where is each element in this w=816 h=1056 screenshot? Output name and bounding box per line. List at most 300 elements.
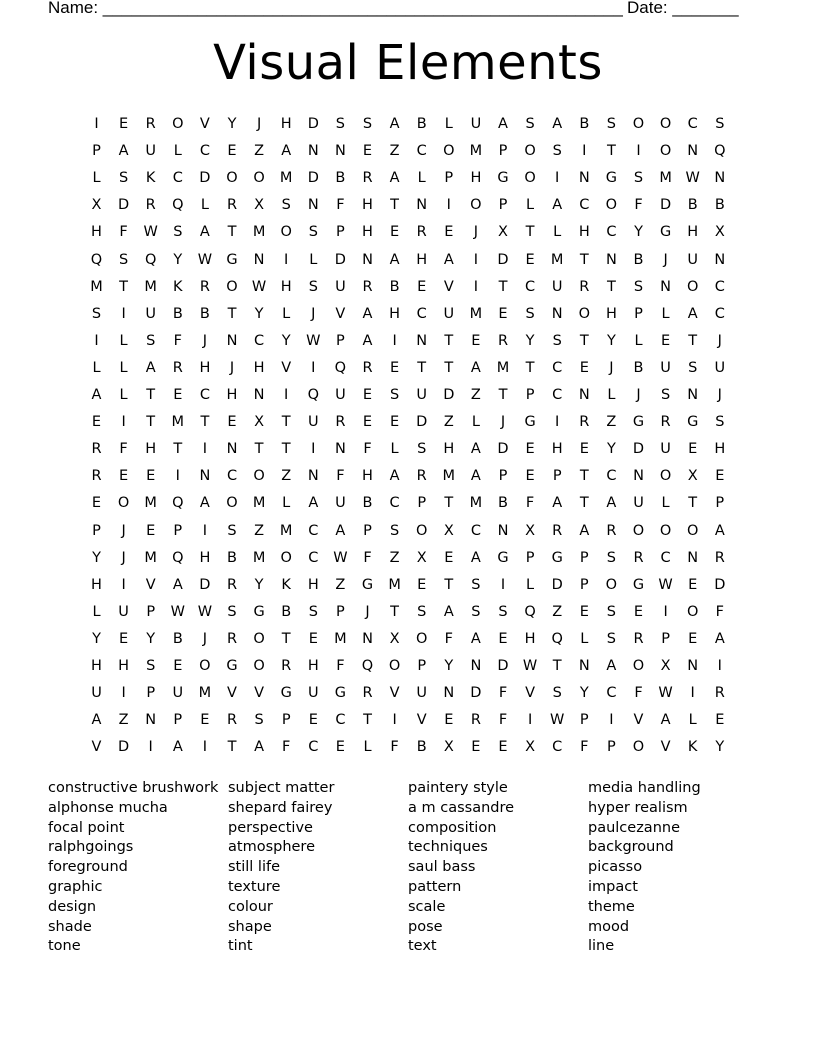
grid-letter: R: [552, 522, 563, 539]
grid-letter: U: [660, 441, 671, 458]
grid-letter: Y: [634, 224, 643, 241]
grid-letter: M: [171, 414, 185, 431]
grid-letter: J: [663, 251, 668, 268]
word-list-item: pattern: [408, 878, 462, 895]
grid-letter: X: [443, 739, 454, 756]
grid-letter: J: [365, 603, 370, 620]
date-field-label: Date: _______: [627, 0, 739, 17]
grid-letter: C: [335, 712, 346, 729]
grid-letter: S: [552, 685, 562, 702]
grid-letter: E: [91, 414, 102, 431]
grid-letter: T: [552, 658, 562, 674]
grid-letter: I: [392, 712, 397, 729]
grid-letter: V: [335, 305, 346, 322]
grid-letter: I: [311, 359, 316, 376]
grid-letter: T: [579, 468, 589, 485]
word-list-item: background: [588, 839, 674, 856]
grid-letter: O: [632, 658, 645, 674]
grid-letter: O: [280, 224, 292, 241]
grid-letter: Y: [146, 630, 156, 647]
word-list-item: foreground: [48, 859, 128, 876]
grid-letter: J: [473, 224, 479, 241]
grid-letter: U: [416, 685, 427, 702]
grid-letter: A: [281, 143, 292, 160]
grid-letter: Q: [551, 630, 563, 647]
grid-letter: O: [659, 116, 672, 132]
grid-letter: Z: [606, 414, 617, 431]
grid-letter: X: [525, 522, 536, 539]
grid-letter: B: [579, 116, 590, 132]
grid-letter: U: [172, 685, 184, 702]
grid-letter: E: [525, 441, 535, 458]
grid-letter: D: [118, 739, 130, 756]
grid-letter: O: [199, 658, 211, 674]
grid-letter: L: [526, 576, 535, 593]
grid-letter: Q: [524, 603, 536, 620]
grid-letter: T: [444, 359, 454, 376]
grid-letter: E: [417, 278, 427, 295]
grid-letter: O: [659, 143, 672, 160]
grid-letter: A: [308, 495, 319, 512]
grid-letter: E: [200, 712, 210, 729]
grid-letter: R: [362, 278, 373, 295]
grid-letter: O: [659, 468, 672, 485]
grid-letter: E: [146, 522, 156, 539]
grid-letter: F: [498, 712, 508, 729]
grid-letter: B: [335, 170, 346, 187]
grid-letter: O: [443, 143, 455, 160]
grid-letter: S: [633, 278, 644, 295]
grid-letter: Q: [361, 658, 374, 674]
grid-letter: Y: [254, 305, 264, 322]
grid-letter: D: [443, 387, 455, 403]
word-list-item: paintery style: [408, 780, 508, 796]
grid-letter: M: [442, 468, 456, 485]
grid-letter: D: [660, 197, 672, 214]
grid-letter: G: [659, 224, 672, 241]
grid-letter: G: [226, 251, 238, 268]
grid-letter: J: [121, 522, 126, 539]
word-list-column: [48, 779, 228, 957]
grid-letter: Y: [227, 116, 237, 132]
grid-letter: X: [443, 522, 454, 539]
grid-letter: E: [390, 414, 400, 431]
grid-letter: E: [362, 143, 373, 160]
grid-letter: A: [687, 305, 698, 322]
grid-letter: G: [524, 414, 536, 431]
grid-letter: F: [336, 468, 345, 485]
word-list-item: paulcezanne: [588, 819, 680, 836]
grid-letter: S: [417, 603, 427, 620]
grid-letter: H: [226, 387, 238, 403]
grid-letter: L: [309, 251, 318, 268]
grid-letter: I: [121, 576, 126, 593]
grid-letter: A: [552, 495, 563, 512]
grid-letter: L: [92, 603, 101, 620]
grid-letter: G: [226, 658, 238, 674]
grid-letter: S: [308, 224, 318, 241]
grid-letter: N: [551, 305, 563, 322]
grid-letter: R: [226, 630, 238, 647]
grid-letter: R: [281, 658, 292, 674]
grid-letter: S: [525, 116, 535, 132]
grid-letter: C: [606, 468, 617, 485]
grid-letter: I: [555, 170, 560, 187]
grid-letter: B: [633, 359, 644, 376]
grid-letter: B: [633, 251, 644, 268]
grid-letter: P: [146, 603, 156, 620]
grid-letter: I: [663, 603, 668, 620]
grid-letter: H: [91, 224, 102, 241]
grid-letter: C: [416, 305, 427, 322]
grid-letter: O: [226, 495, 238, 512]
grid-letter: E: [308, 712, 318, 729]
grid-letter: O: [253, 658, 265, 674]
grid-letter: S: [633, 170, 644, 187]
grid-letter: O: [226, 170, 238, 187]
word-list-item: picasso: [588, 859, 643, 876]
grid-letter: V: [199, 116, 210, 132]
grid-letter: I: [609, 712, 614, 729]
grid-letter: U: [633, 495, 644, 512]
grid-letter: S: [417, 441, 427, 458]
grid-letter: V: [416, 712, 427, 729]
grid-letter: N: [334, 143, 346, 160]
grid-letter: T: [146, 387, 156, 403]
grid-letter: L: [444, 116, 453, 132]
grid-letter: P: [552, 468, 562, 485]
grid-letter: O: [578, 305, 590, 322]
grid-letter: O: [226, 278, 238, 295]
grid-letter: N: [199, 468, 211, 485]
grid-letter: H: [307, 576, 319, 593]
grid-letter: G: [334, 685, 347, 702]
grid-letter: Y: [92, 549, 101, 566]
grid-letter: L: [688, 712, 697, 729]
grid-letter: T: [281, 630, 291, 647]
grid-letter: T: [606, 143, 616, 160]
grid-letter: I: [690, 685, 695, 702]
grid-letter: H: [118, 658, 130, 674]
grid-letter: Z: [254, 522, 265, 539]
grid-letter: C: [525, 278, 536, 295]
grid-letter: Z: [389, 143, 400, 160]
grid-letter: L: [119, 387, 128, 403]
grid-letter: S: [715, 414, 725, 431]
grid-letter: W: [658, 685, 673, 702]
grid-letter: R: [633, 549, 644, 566]
grid-letter: F: [363, 441, 372, 458]
grid-letter: H: [280, 116, 292, 132]
grid-letter: R: [362, 685, 373, 702]
name-field-label: Name: _______________________________________________________: [48, 0, 623, 17]
grid-letter: X: [687, 468, 698, 485]
word-list-item: media handling: [588, 780, 701, 796]
grid-letter: S: [552, 143, 562, 160]
grid-letter: A: [389, 116, 400, 132]
grid-letter: E: [390, 359, 400, 376]
word-list-item: shade: [48, 918, 92, 935]
grid-letter: O: [172, 116, 184, 132]
grid-letter: N: [416, 197, 428, 214]
grid-letter: T: [417, 359, 427, 376]
grid-letter: T: [444, 332, 454, 349]
grid-letter: C: [552, 387, 563, 403]
grid-letter: E: [146, 468, 156, 485]
grid-letter: O: [605, 197, 618, 214]
grid-letter: F: [173, 332, 182, 349]
grid-letter: H: [470, 170, 482, 187]
grid-letter: T: [390, 197, 400, 214]
grid-letter: M: [198, 685, 212, 702]
grid-letter: C: [199, 143, 210, 160]
grid-letter: W: [550, 712, 565, 729]
grid-letter: B: [714, 197, 725, 214]
grid-letter: U: [551, 278, 563, 295]
word-list-item: alphonse mucha: [48, 799, 168, 816]
grid-letter: J: [609, 359, 614, 376]
grid-letter: S: [227, 603, 237, 620]
grid-letter: A: [443, 603, 454, 620]
grid-letter: Y: [254, 576, 264, 593]
grid-letter: J: [636, 387, 641, 403]
grid-letter: N: [145, 712, 157, 729]
grid-letter: A: [172, 576, 183, 593]
grid-letter: A: [118, 143, 129, 160]
grid-letter: E: [661, 332, 671, 349]
grid-letter: J: [229, 359, 235, 376]
grid-letter: B: [416, 739, 427, 756]
grid-letter: R: [416, 468, 427, 485]
grid-letter: L: [417, 170, 426, 187]
grid-letter: U: [335, 387, 346, 403]
grid-letter: R: [91, 441, 102, 458]
grid-letter: S: [389, 522, 400, 539]
grid-letter: V: [91, 739, 102, 756]
grid-letter: P: [579, 576, 589, 593]
grid-letter: U: [145, 305, 156, 322]
grid-letter: T: [119, 278, 129, 295]
grid-letter: L: [119, 359, 128, 376]
grid-letter: A: [579, 522, 590, 539]
word-list-item: impact: [588, 878, 638, 895]
grid-letter: C: [308, 549, 319, 566]
grid-letter: S: [389, 387, 400, 403]
grid-letter: Z: [470, 387, 481, 403]
grid-letter: M: [144, 495, 157, 512]
grid-letter: N: [362, 251, 373, 268]
grid-letter: X: [254, 197, 265, 214]
grid-letter: N: [660, 278, 672, 295]
word-list-item: ralphgoings: [48, 839, 134, 856]
grid-letter: T: [363, 712, 372, 729]
grid-letter: P: [498, 468, 508, 485]
grid-letter: E: [688, 441, 698, 458]
grid-letter: R: [606, 522, 617, 539]
grid-letter: Y: [173, 251, 183, 268]
grid-letter: Y: [579, 685, 589, 702]
grid-letter: C: [552, 359, 563, 376]
grid-letter: R: [145, 116, 156, 132]
grid-letter: A: [389, 251, 400, 268]
grid-letter: N: [497, 522, 509, 539]
grid-letter: E: [444, 712, 454, 729]
grid-letter: P: [715, 495, 725, 512]
grid-letter: S: [281, 197, 291, 214]
grid-letter: L: [119, 332, 128, 349]
grid-letter: S: [362, 116, 373, 132]
grid-letter: L: [282, 305, 291, 322]
grid-letter: M: [550, 251, 564, 268]
grid-letter: A: [335, 522, 346, 539]
grid-letter: Z: [118, 712, 129, 729]
grid-letter: Q: [714, 143, 726, 160]
grid-letter: L: [607, 387, 616, 403]
word-list-item: texture: [228, 878, 281, 895]
grid-letter: R: [91, 468, 102, 485]
grid-letter: H: [605, 305, 617, 322]
grid-letter: I: [121, 305, 126, 322]
grid-letter: H: [362, 224, 373, 241]
grid-letter: T: [254, 441, 264, 458]
grid-letter: E: [579, 441, 589, 458]
grid-letter: C: [552, 739, 563, 756]
grid-letter: P: [336, 224, 345, 241]
grid-letter: A: [254, 739, 265, 756]
grid-letter: N: [687, 549, 699, 566]
grid-letter: O: [388, 658, 401, 674]
grid-letter: T: [579, 495, 589, 512]
grid-letter: F: [444, 630, 453, 647]
grid-letter: E: [362, 414, 373, 431]
word-list-item: subject matter: [228, 780, 335, 796]
grid-letter: T: [688, 332, 698, 349]
grid-letter: P: [498, 197, 508, 214]
grid-letter: O: [524, 170, 536, 187]
grid-letter: E: [417, 576, 427, 593]
grid-letter: L: [526, 197, 535, 214]
grid-letter: J: [202, 630, 208, 647]
grid-letter: D: [307, 170, 319, 187]
grid-letter: U: [307, 414, 319, 431]
word-list-item: composition: [408, 819, 497, 836]
grid-letter: K: [173, 278, 183, 295]
grid-letter: T: [525, 224, 535, 241]
grid-letter: L: [471, 414, 480, 431]
grid-letter: T: [281, 414, 291, 431]
grid-letter: S: [118, 251, 129, 268]
grid-letter: M: [334, 630, 347, 647]
grid-letter: X: [416, 549, 427, 566]
word-list-item: tint: [228, 938, 253, 955]
grid-letter: A: [498, 116, 508, 132]
grid-letter: A: [606, 495, 617, 512]
grid-letter: P: [444, 170, 454, 187]
grid-letter: I: [555, 414, 560, 431]
grid-letter: E: [471, 739, 481, 756]
grid-letter: G: [253, 603, 265, 620]
grid-letter: L: [390, 441, 399, 458]
grid-letter: S: [715, 116, 725, 132]
grid-letter: D: [714, 576, 726, 593]
grid-letter: N: [687, 143, 699, 160]
grid-letter: I: [527, 712, 533, 729]
grid-letter: I: [175, 468, 180, 485]
grid-letter: M: [252, 549, 266, 566]
grid-letter: N: [362, 630, 373, 647]
grid-letter: U: [714, 359, 726, 376]
grid-letter: W: [333, 549, 348, 566]
grid-letter: C: [172, 170, 183, 187]
grid-letter: H: [199, 359, 211, 376]
grid-letter: P: [498, 143, 508, 160]
grid-letter: D: [307, 116, 319, 132]
grid-letter: J: [256, 116, 262, 132]
grid-letter: F: [580, 739, 589, 756]
grid-letter: E: [91, 495, 102, 512]
grid-letter: H: [416, 251, 428, 268]
grid-letter: E: [444, 224, 454, 241]
grid-letter: F: [634, 685, 643, 702]
grid-letter: D: [470, 685, 482, 702]
grid-letter: X: [498, 224, 508, 241]
grid-letter: V: [525, 685, 536, 702]
grid-letter: H: [687, 224, 699, 241]
grid-letter: E: [715, 468, 725, 485]
grid-letter: U: [335, 495, 346, 512]
word-list-item: constructive brushwork: [48, 780, 219, 796]
grid-letter: Y: [525, 332, 535, 349]
grid-letter: O: [524, 143, 536, 160]
grid-letter: G: [497, 170, 509, 187]
grid-letter: M: [659, 170, 672, 187]
grid-letter: Z: [443, 414, 454, 431]
grid-letter: M: [469, 495, 483, 512]
grid-letter: S: [308, 278, 318, 295]
grid-letter: C: [660, 549, 671, 566]
grid-letter: Q: [172, 197, 184, 214]
grid-letter: P: [417, 658, 427, 674]
grid-letter: Z: [552, 603, 563, 620]
grid-letter: P: [336, 332, 345, 349]
grid-letter: W: [658, 576, 673, 593]
grid-letter: A: [362, 332, 373, 349]
grid-letter: L: [173, 143, 182, 160]
grid-letter: H: [91, 576, 102, 593]
grid-letter: B: [281, 603, 292, 620]
grid-letter: L: [200, 197, 209, 214]
grid-letter: C: [606, 224, 617, 241]
grid-letter: B: [687, 197, 698, 214]
grid-letter: C: [308, 739, 319, 756]
grid-letter: C: [199, 387, 210, 403]
grid-letter: L: [92, 359, 101, 376]
grid-letter: W: [197, 251, 213, 268]
grid-letter: O: [686, 522, 699, 539]
page-title: Visual Elements: [213, 35, 603, 91]
grid-letter: L: [92, 170, 101, 187]
grid-letter: B: [362, 495, 373, 512]
grid-letter: G: [361, 576, 374, 593]
grid-letter: C: [606, 685, 617, 702]
grid-letter: U: [660, 359, 671, 376]
grid-letter: T: [200, 414, 210, 431]
grid-letter: S: [525, 305, 535, 322]
grid-letter: P: [336, 603, 345, 620]
grid-letter: G: [605, 170, 618, 187]
grid-letter: C: [416, 143, 427, 160]
grid-letter: N: [226, 332, 238, 349]
